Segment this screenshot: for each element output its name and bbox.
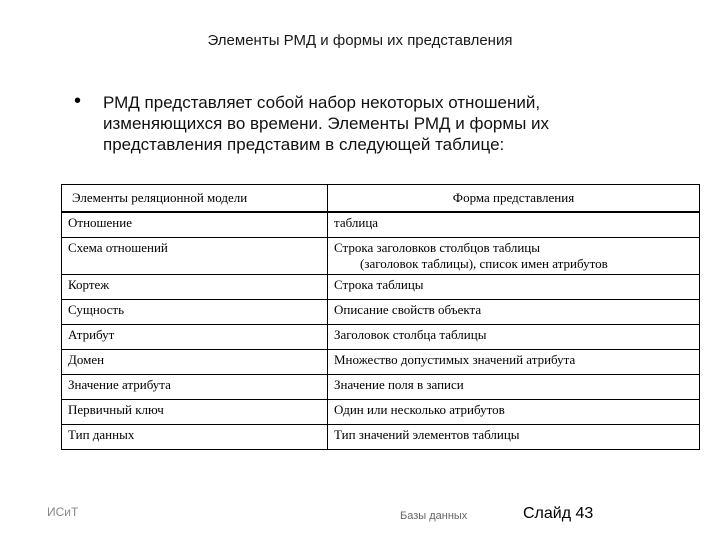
form-text: Заголовок столбца таблицы bbox=[334, 327, 487, 342]
table-row bbox=[62, 212, 700, 238]
table-row bbox=[62, 425, 700, 450]
element-cell: Схема отношений bbox=[62, 238, 328, 275]
rmd-elements-table bbox=[61, 184, 700, 450]
slide-number: Слайд 43 bbox=[523, 505, 594, 522]
element-cell: Кортеж bbox=[62, 275, 328, 300]
table-row bbox=[62, 325, 700, 350]
form-cell bbox=[328, 350, 700, 375]
table-row bbox=[62, 300, 700, 325]
form-cell bbox=[328, 238, 700, 275]
element-cell: Значение атрибута bbox=[62, 375, 328, 400]
table-row bbox=[62, 238, 700, 275]
column-header-form: Форма представления bbox=[328, 185, 700, 213]
table-row bbox=[62, 350, 700, 375]
form-cell bbox=[328, 400, 700, 425]
form-cell bbox=[328, 275, 700, 300]
element-cell: Домен bbox=[62, 350, 328, 375]
element-cell: Сущность bbox=[62, 300, 328, 325]
table-header-row bbox=[62, 185, 700, 213]
form-text: Описание свойств объекта bbox=[334, 302, 482, 317]
form-cell bbox=[328, 425, 700, 450]
footer-course-name: Базы данных bbox=[400, 510, 468, 522]
form-text: Тип значений элементов таблицы bbox=[334, 427, 520, 442]
element-cell: Отношение bbox=[62, 212, 328, 238]
element-cell: Тип данных bbox=[62, 425, 328, 450]
table-row bbox=[62, 375, 700, 400]
form-text: таблица bbox=[334, 215, 379, 230]
form-text: Строка заголовков столбцов таблицы bbox=[334, 240, 540, 255]
form-text: Строка таблицы bbox=[334, 277, 424, 292]
bullet-text: РМД представляет собой набор некоторых отношений, изменяющихся во времени. Элементы РМД и формы их представления представим в следующей таблице: bbox=[103, 93, 550, 154]
slide-title: Элементы РМД и формы их представления bbox=[207, 32, 513, 49]
table-row bbox=[62, 400, 700, 425]
form-cell bbox=[328, 212, 700, 238]
element-cell: Первичный ключ bbox=[62, 400, 328, 425]
table-row bbox=[62, 275, 700, 300]
form-cell bbox=[328, 325, 700, 350]
form-text: Множество допустимых значений атрибута bbox=[334, 352, 576, 367]
bullet-marker: • bbox=[74, 90, 82, 112]
column-header-elements: Элементы реляционной модели bbox=[62, 185, 328, 213]
form-cell bbox=[328, 300, 700, 325]
form-text: Значение поля в записи bbox=[334, 377, 464, 392]
element-cell: Атрибут bbox=[62, 325, 328, 350]
form-cell bbox=[328, 375, 700, 400]
form-text-continued: (заголовок таблицы), список имен атрибутов bbox=[360, 256, 608, 271]
footer-organization: ИСиТ bbox=[47, 505, 79, 519]
form-text: Один или несколько атрибутов bbox=[334, 402, 505, 417]
